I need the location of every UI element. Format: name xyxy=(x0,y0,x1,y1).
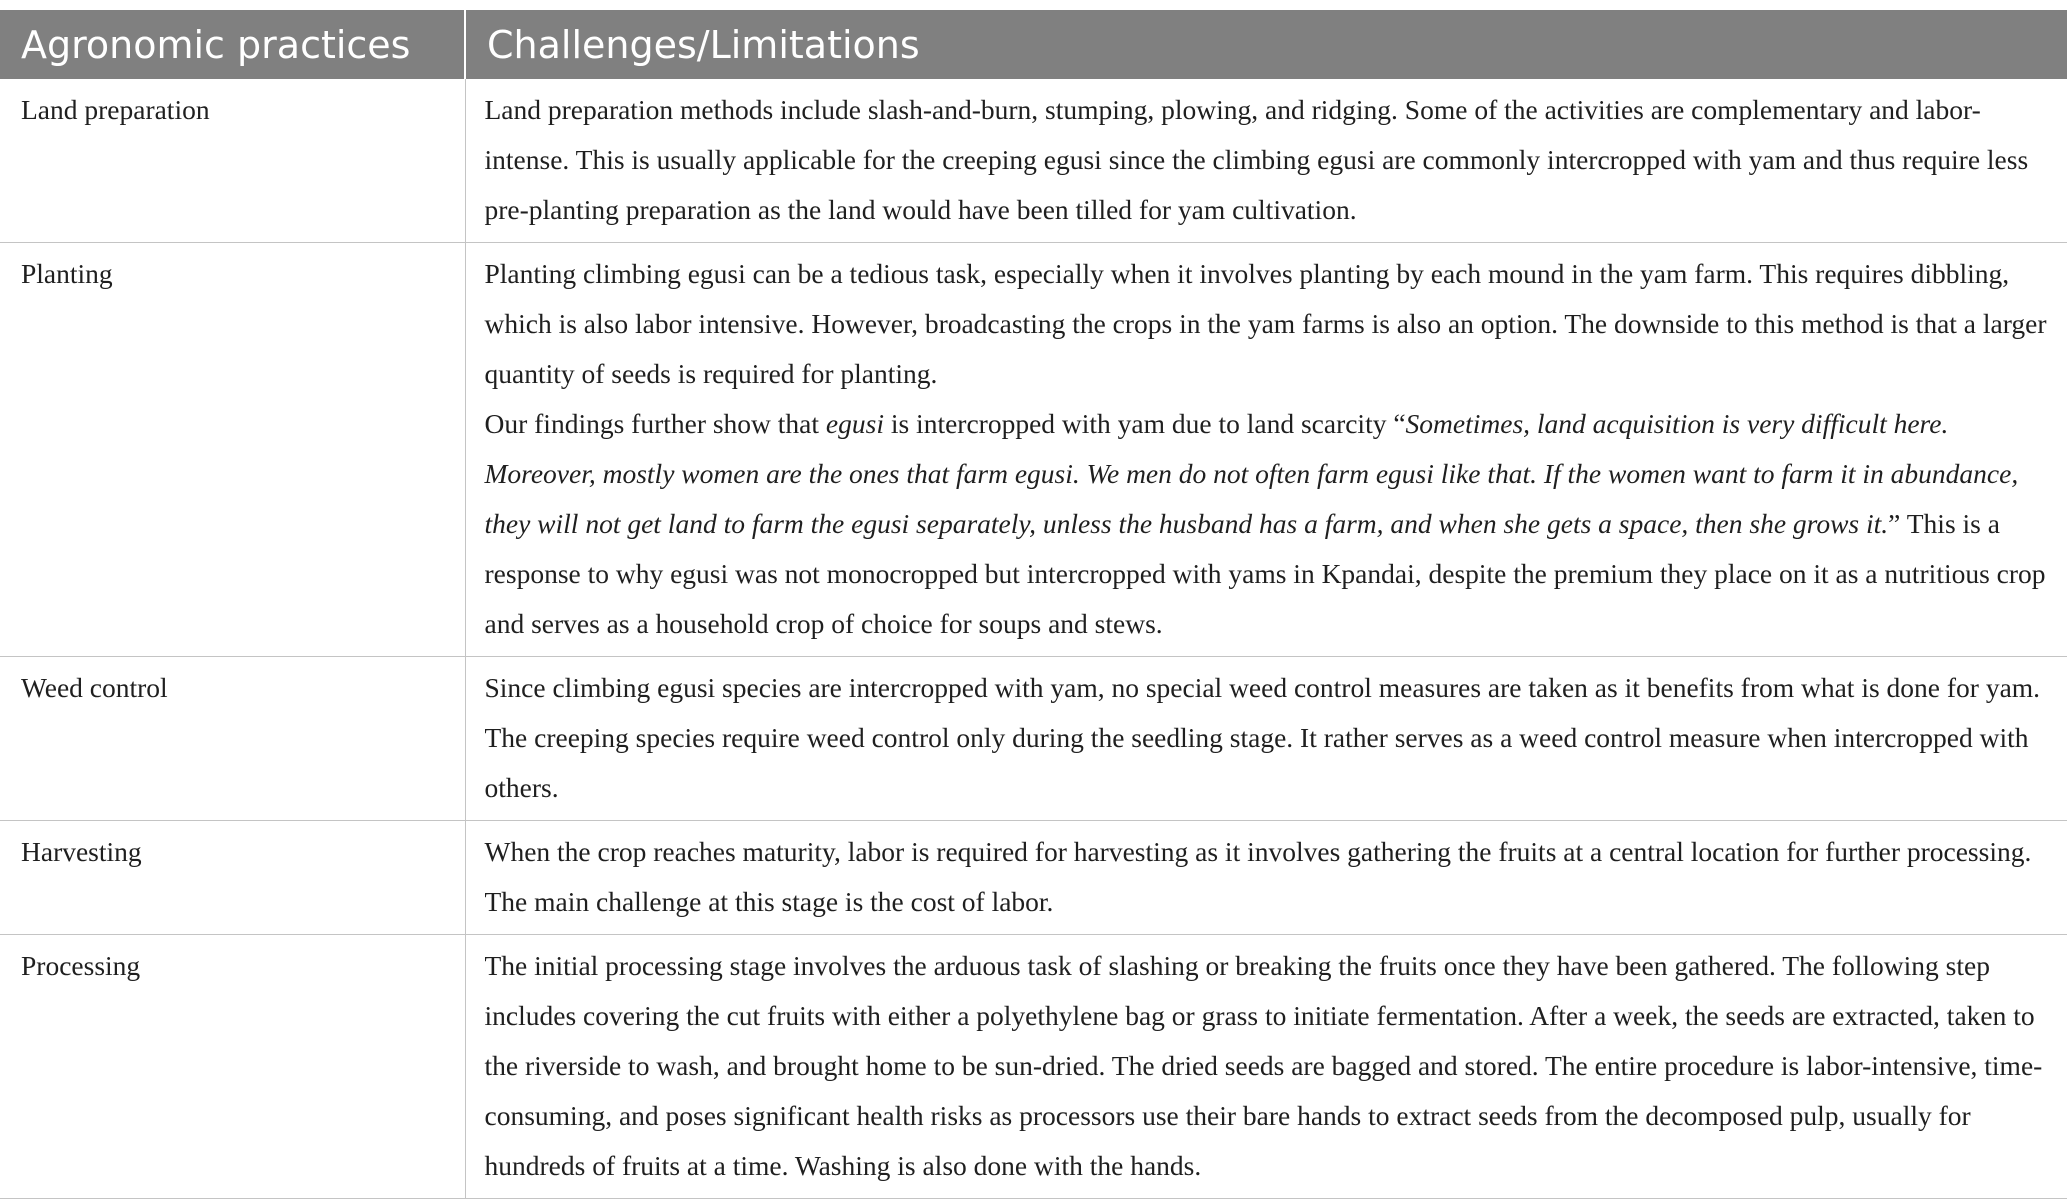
table-body xyxy=(0,79,2067,1199)
practice-cell: Land preparation xyxy=(0,79,465,243)
italic-term: egusi xyxy=(825,408,884,439)
table-row xyxy=(0,821,2067,935)
practice-cell: Processing xyxy=(0,935,465,1199)
table-row xyxy=(0,79,2067,243)
practice-cell: Planting xyxy=(0,243,465,657)
table-header xyxy=(0,5,2067,79)
farmer-quote: Sometimes, land acquisition is very difficult here. Moreover, mostly women are the ones that farm egusi. We men do not often farm egusi like that. If the women want to farm it in abundance, they will not get land to farm the egusi separately, unless the husband has a farm, and when she gets a space, then she grows it. xyxy=(484,408,2019,539)
challenge-cell: Land preparation methods include slash-and-burn, stumping, plowing, and ridging. Some of the activities are complementary and labor-intense. This is usually applicable for the creeping egusi since the climbing egusi are commonly intercropped with yam and thus require less pre-planting preparation as the land would have been tilled for yam cultivation. xyxy=(465,79,2067,243)
challenge-paragraph: Planting climbing egusi can be a tedious task, especially when it involves planting by each mound in the yam farm. This requires dibbling, which is also labor intensive. However, broadcasting the crops in the yam farms is also an option. The downside to this method is that a larger quantity of seeds is required for planting. xyxy=(484,258,2047,389)
table-row xyxy=(0,935,2067,1199)
challenge-paragraph-quote xyxy=(485,399,2054,649)
practice-cell: Harvesting xyxy=(0,821,465,935)
challenge-cell: The initial processing stage involves the arduous task of slashing or breaking the fruits once they have been gathered. The following step includes covering the cut fruits with either a polyethylene bag or grass to initiate fermentation. After a week, the seeds are extracted, taken to the riverside to wash, and brought home to be sun-dried. The dried seeds are bagged and stored. The entire procedure is labor-intensive, time-consuming, and poses significant health risks as processors use their bare hands to extract seeds from the decomposed pulp, usually for hundreds of fruits at a time. Washing is also done with the hands. xyxy=(465,935,2067,1199)
header-agronomic-practices: Agronomic practices xyxy=(0,5,465,79)
header-row xyxy=(0,5,2067,79)
challenge-cell: When the crop reaches maturity, labor is required for harvesting as it involves gathering the fruits at a central location for further processing. The main challenge at this stage is the cost of labor. xyxy=(465,821,2067,935)
text-segment: ” This is a response to why egusi was not monocropped but intercropped with yams in Kpandai, despite the premium they place on it as a nutritious crop and serves as a household crop of choice for soups and stews. xyxy=(484,508,2046,639)
challenge-cell xyxy=(465,243,2067,657)
challenge-cell: Since climbing egusi species are intercropped with yam, no special weed control measures are taken as it benefits from what is done for yam. The creeping species require weed control only during the seedling stage. It rather serves as a weed control measure when intercropped with others. xyxy=(465,657,2067,821)
header-challenges-limitations: Challenges/Limitations xyxy=(465,5,2067,79)
table-row xyxy=(0,243,2067,657)
text-segment: is intercropped with yam due to land scarcity “ xyxy=(883,408,1406,439)
practice-cell: Weed control xyxy=(0,657,465,821)
table-row xyxy=(0,657,2067,821)
text-segment: Our findings further show that xyxy=(484,408,826,439)
